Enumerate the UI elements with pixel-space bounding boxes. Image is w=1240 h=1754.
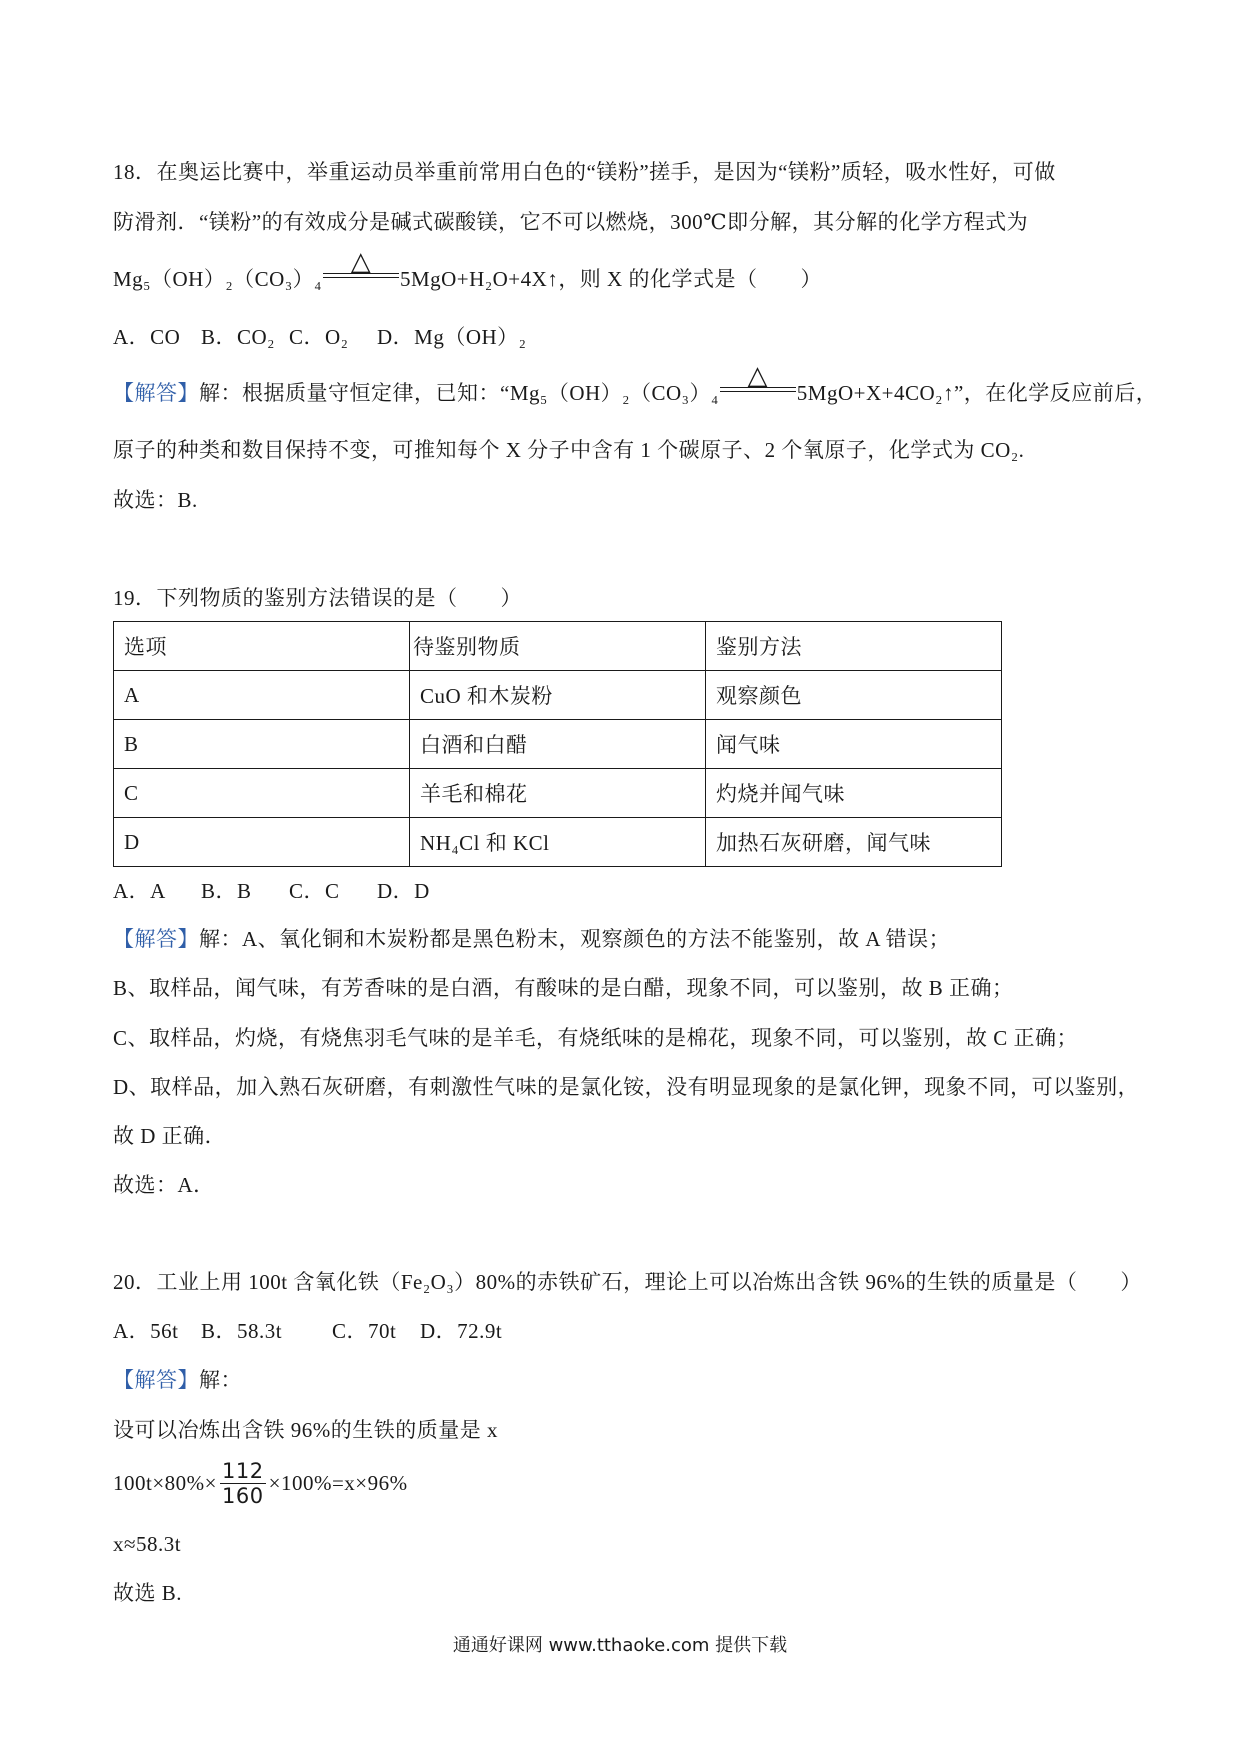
table-cell: 白酒和白醋 xyxy=(410,720,706,769)
answer-text: 解： xyxy=(199,1368,242,1392)
answer-text: 解：根据质量守恒定律，已知：“ xyxy=(199,381,510,405)
q20-option-d: D．72.9t xyxy=(420,1319,503,1343)
q19-options xyxy=(113,878,430,904)
table-row xyxy=(114,769,1002,818)
q19-answer-line2: B、取样品，闻气味，有芳香味的是白酒，有酸味的是白醋，现象不同，可以鉴别，故 B 正确； xyxy=(113,976,1014,1000)
table-row xyxy=(114,818,1002,867)
fraction xyxy=(220,1459,266,1508)
q20-option-c: C．70t xyxy=(332,1319,397,1343)
table-cell: 羊毛和棉花 xyxy=(410,769,706,818)
q18-option-d: D．Mg（OH）₂ xyxy=(377,325,527,349)
q20-stem: 20．工业上用 100t 含氧化铁（Fe₂O₃）80%的赤铁矿石，理论上可以冶炼出含铁 96%的生铁的质量是（ ） xyxy=(113,1270,1142,1294)
q19-conclusion: 故选：A． xyxy=(113,1173,215,1197)
q19-answer-line4: D、取样品，加入熟石灰研磨，有刺激性气味的是氯化铵，没有明显现象的是氯化钾，现象不同，可以鉴别， xyxy=(113,1075,1140,1099)
table-cell: D xyxy=(114,818,410,867)
q18-stem-line2: 防滑剂．“镁粉”的有效成分是碱式碳酸镁，它不可以燃烧，300℃即分解，其分解的化学方程式为 xyxy=(113,210,1029,234)
reaction-condition xyxy=(720,361,796,406)
fraction-numerator: 112 xyxy=(222,1458,264,1483)
q19-answer-line1 xyxy=(113,926,950,952)
q18-option-a: A．CO xyxy=(113,325,181,349)
table-cell: 观察颜色 xyxy=(706,671,1002,720)
fraction-denominator: 160 xyxy=(222,1483,264,1508)
q20-answer-heading xyxy=(113,1367,242,1393)
table-cell: 闻气味 xyxy=(706,720,1002,769)
equation-products: 5MgO+X+4CO₂↑ xyxy=(796,381,954,405)
reaction-equals-bar xyxy=(720,387,796,392)
heating-triangle-icon: △ xyxy=(747,361,769,391)
q18-equation-line xyxy=(113,247,822,292)
calc-suffix: ×100%=x×96% xyxy=(268,1470,408,1495)
q18-answer-line1 xyxy=(113,361,1158,406)
answer-label: 【解答】 xyxy=(113,1368,199,1392)
table-cell: A xyxy=(114,671,410,720)
reaction-condition xyxy=(323,247,399,292)
q20-answer-result: x≈58.3t xyxy=(113,1532,182,1556)
q20-option-a: A．56t xyxy=(113,1319,179,1343)
answer-text: 解：A、氧化铜和木炭粉都是黑色粉末，观察颜色的方法不能鉴别，故 A 错误； xyxy=(199,927,951,951)
table-header-cell: 待鉴别物质 xyxy=(410,622,706,671)
table-cell: 加热石灰研磨，闻气味 xyxy=(706,818,1002,867)
q19-option-c: C．C xyxy=(289,879,340,903)
answer-label: 【解答】 xyxy=(113,927,199,951)
answer-text: ”，在化学反应前后， xyxy=(953,381,1158,405)
heating-triangle-icon: △ xyxy=(350,247,372,277)
table-cell: NH₄Cl 和 KCl xyxy=(410,818,706,867)
table-cell: CuO 和木炭粉 xyxy=(410,671,706,720)
table-cell: 灼烧并闻气味 xyxy=(706,769,1002,818)
q19-option-b: B．B xyxy=(201,879,252,903)
table-header-row xyxy=(114,622,1002,671)
q20-option-b: B．58.3t xyxy=(201,1319,283,1343)
q18-conclusion: 故选：B. xyxy=(113,488,198,512)
table-header-cell: 选项 xyxy=(114,622,410,671)
q19-identification-table xyxy=(113,621,1002,867)
reaction-equals-bar xyxy=(323,273,399,278)
equation-reactant: Mg₅（OH）₂（CO₃）₄ xyxy=(113,267,322,291)
equation-reactant: Mg₅（OH）₂（CO₃）₄ xyxy=(509,381,719,405)
table-row xyxy=(114,671,1002,720)
q18-options xyxy=(113,324,527,350)
q19-stem: 19．下列物质的鉴别方法错误的是（ ） xyxy=(113,586,522,610)
table-cell: C xyxy=(114,769,410,818)
q18-option-b: B．CO₂ xyxy=(201,325,276,349)
q18-option-c: C．O₂ xyxy=(289,325,349,349)
table-header-cell: 鉴别方法 xyxy=(706,622,1002,671)
table-row xyxy=(114,720,1002,769)
q20-answer-setup: 设可以冶炼出含铁 96%的生铁的质量是 x xyxy=(113,1418,498,1442)
q20-options xyxy=(113,1318,502,1344)
page-footer: 通通好课网 www.tthaoke.com 提供下载 xyxy=(452,1635,788,1656)
q18-question-tail: ，则 X 的化学式是（ ） xyxy=(558,267,822,291)
answer-label: 【解答】 xyxy=(113,381,199,405)
q20-conclusion: 故选 B. xyxy=(113,1581,183,1605)
calc-prefix: 100t×80%× xyxy=(113,1470,218,1495)
equation-products: 5MgO+H₂O+4X↑ xyxy=(399,267,559,291)
q18-answer-line2: 原子的种类和数目保持不变，可推知每个 X 分子中含有 1 个碳原子、2 个氧原子，化学式为 CO₂. xyxy=(113,438,1025,462)
q18-stem-line1: 18．在奥运比赛中，举重运动员举重前常用白色的“镁粉”搓手，是因为“镁粉”质轻，吸水性好，可做 xyxy=(113,160,1056,184)
q19-answer-line5: 故 D 正确． xyxy=(113,1124,227,1148)
q20-calculation xyxy=(113,1457,408,1509)
q19-option-d: D．D xyxy=(377,879,430,903)
table-cell: B xyxy=(114,720,410,769)
q19-option-a: A．A xyxy=(113,879,166,903)
q19-answer-line3: C、取样品，灼烧，有烧焦羽毛气味的是羊毛，有烧纸味的是棉花，现象不同，可以鉴别，故 C 正确； xyxy=(113,1026,1079,1050)
